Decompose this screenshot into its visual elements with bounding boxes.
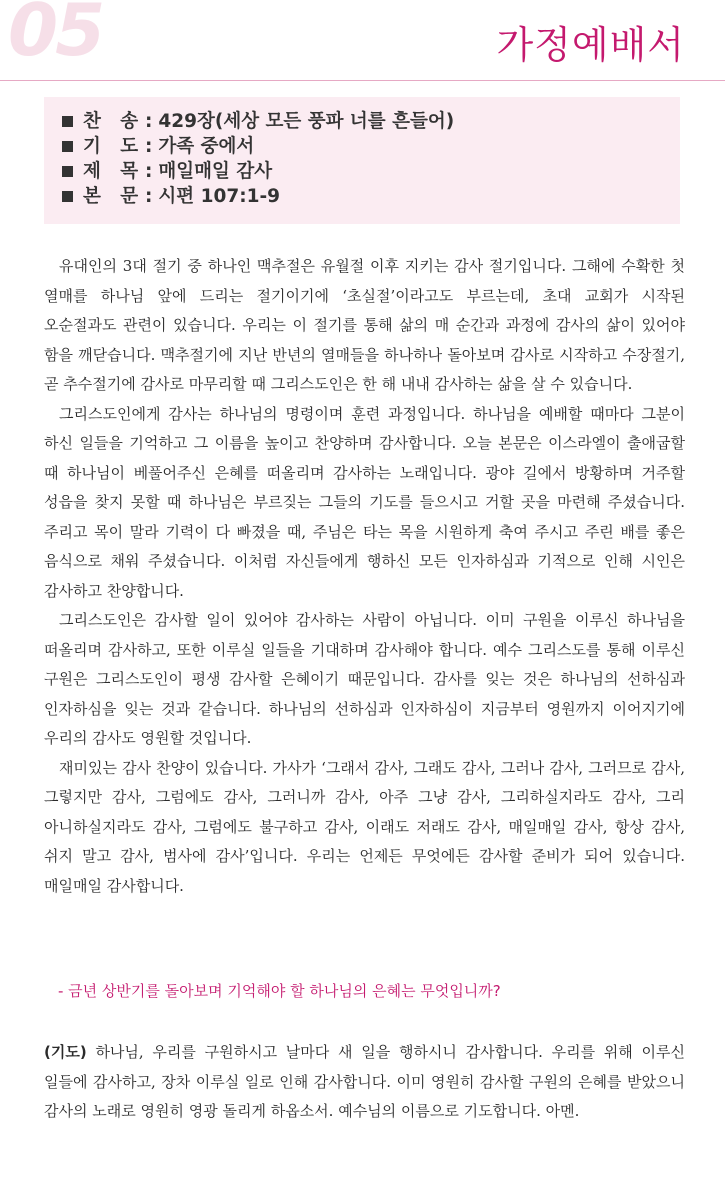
closing-prayer (44, 1038, 685, 1127)
sermon-body (44, 252, 685, 901)
worship-info-list (62, 109, 454, 209)
worship-info-box (44, 97, 680, 224)
info-key: 찬 송 (83, 111, 139, 132)
body-paragraph: 그리스도인에게 감사는 하나님의 명령이며 훈련 과정입니다. 하나님을 예배할 때마다 그분이 하신 일들을 기억하고 그 이름을 높이고 찬양하며 감사합니다. 오늘 본문은 이스라엘이 출애굽할 때 하나님이 베풀어주신 은혜를 떠올리며 감사하는 노래입니다. 광야 길에서 방황하며 거주할 성읍을 찾지 못할 때 하나님은 부르짖는 그들의 기도를 들으시고 거할 곳을 마련해 주셨습니다. 주리고 목이 말라 기력이 다 빠졌을 때, 주님은 타는 목을 시원하게 축여 주시고 주린 배를 좋은 음식으로 채워 주셨습니다. 이처럼 자신들에게 행하신 모든 인자하심과 기적으로 인해 시인은 감사하고 찬양합니다. (44, 404, 685, 600)
title-divider (0, 80, 725, 81)
info-key: 기 도 (83, 136, 139, 157)
info-colon: : (145, 111, 153, 132)
prayer-text: 하나님, 우리를 구원하시고 날마다 새 일을 행하시니 감사합니다. 우리를 위해 이루신 일들에 감사하고, 장차 이루실 일로 인해 감사합니다. 이미 영원히 감사할 구원의 은혜를 받았으니 감사의 노래로 영원히 영광 돌리게 하옵소서. 예수님의 이름으로 기도합니다. 아멘. (44, 1043, 685, 1120)
body-paragraph: 유대인의 3대 절기 중 하나인 맥추절은 유월절 이후 지키는 감사 절기입니다. 그해에 수확한 첫 열매를 하나님 앞에 드리는 절기이기에 ‘초실절’이라고도 부르는데, 초대 교회가 시작된 오순절과도 관련이 있습니다. 우리는 이 절기를 통해 삶의 매 순간과 과정에 감사의 삶이 있어야 함을 깨닫습니다. 맥추절기에 지난 반년의 열매들을 하나하나 돌아보며 감사로 시작하고 수장절기, 곧 추수절기에 감사로 마무리할 때 그리스도인은 한 해 내내 감사하는 삶을 살 수 있습니다. (44, 257, 685, 393)
square-bullet-icon (62, 166, 73, 177)
info-value: 가족 중에서 (158, 136, 255, 157)
info-colon: : (145, 136, 153, 157)
square-bullet-icon (62, 191, 73, 202)
prayer-label: (기도) (44, 1043, 87, 1061)
reflection-question: - 금년 상반기를 돌아보며 기억해야 할 하나님의 은혜는 무엇입니까? (58, 982, 501, 1000)
square-bullet-icon (62, 116, 73, 127)
info-key: 제 목 (83, 161, 139, 182)
info-item-title (62, 159, 454, 184)
info-colon: : (145, 161, 153, 182)
info-value: 매일매일 감사 (158, 161, 273, 182)
info-item-hymn (62, 109, 454, 134)
square-bullet-icon (62, 141, 73, 152)
info-colon: : (145, 186, 153, 207)
section-title: 가정예배서 (496, 23, 685, 67)
info-value: 시편 107:1-9 (158, 186, 281, 207)
info-item-scripture (62, 184, 454, 209)
page-number: 05 (8, 0, 103, 72)
info-item-prayer (62, 134, 454, 159)
body-paragraph: 재미있는 감사 찬양이 있습니다. 가사가 ‘그래서 감사, 그래도 감사, 그러나 감사, 그러므로 감사, 그렇지만 감사, 그럼에도 감사, 그러니까 감사, 아주 그냥 감사, 그리하실지라도 감사, 그리 아니하실지라도 감사, 그럼에도 불구하고 감사, 이래도 저래도 감사, 매일매일 감사, 항상 감사, 쉬지 말고 감사, 범사에 감사’입니다. 우리는 언제든 무엇에든 감사할 준비가 되어 있습니다. 매일매일 감사합니다. (44, 758, 685, 895)
body-paragraph: 그리스도인은 감사할 일이 있어야 감사하는 사람이 아닙니다. 이미 구원을 이루신 하나님을 떠올리며 감사하고, 또한 이루실 일들을 기대하며 감사해야 합니다. 예수 그리스도를 통해 이루신 구원은 그리스도인이 평생 감사할 은혜이기 때문입니다. 감사를 잊는 것은 하나님의 선하심과 인자하심을 잊는 것과 같습니다. 하나님의 선하심과 인자하심이 지금부터 영원까지 이어지기에 우리의 감사도 영원할 것입니다. (44, 611, 685, 747)
info-value: 429장(세상 모든 풍파 너를 흔들어) (158, 111, 455, 132)
info-key: 본 문 (83, 186, 139, 207)
